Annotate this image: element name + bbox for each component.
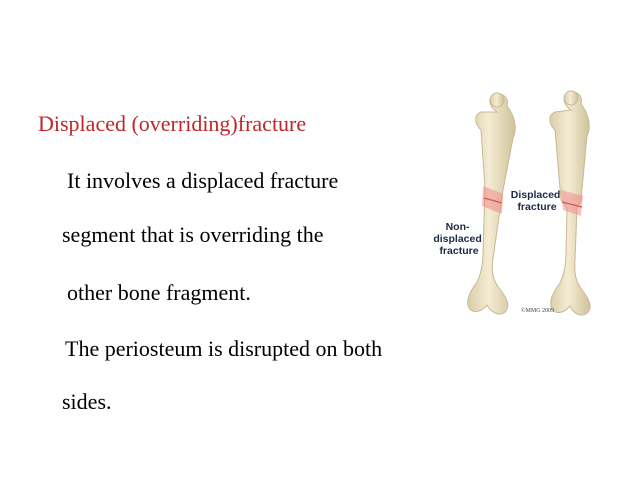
body-line-2: segment that is overriding the (62, 222, 324, 247)
label-displaced: Displaced fracture (510, 189, 561, 213)
slide-heading: Displaced (overriding)fracture (38, 111, 307, 136)
femur-non-displaced (468, 93, 515, 314)
body-line-3: other bone fragment. (67, 280, 251, 305)
body-line-1: It involves a displaced fracture (67, 168, 339, 193)
copyright-text: ©MMG 2009 (521, 308, 555, 314)
label-non-displaced: Non- displaced fracture (433, 221, 482, 257)
femur-fracture-illustration (425, 90, 625, 325)
body-line-5: sides. (62, 389, 112, 414)
body-line-4: The periosteum is disrupted on both (65, 336, 383, 361)
